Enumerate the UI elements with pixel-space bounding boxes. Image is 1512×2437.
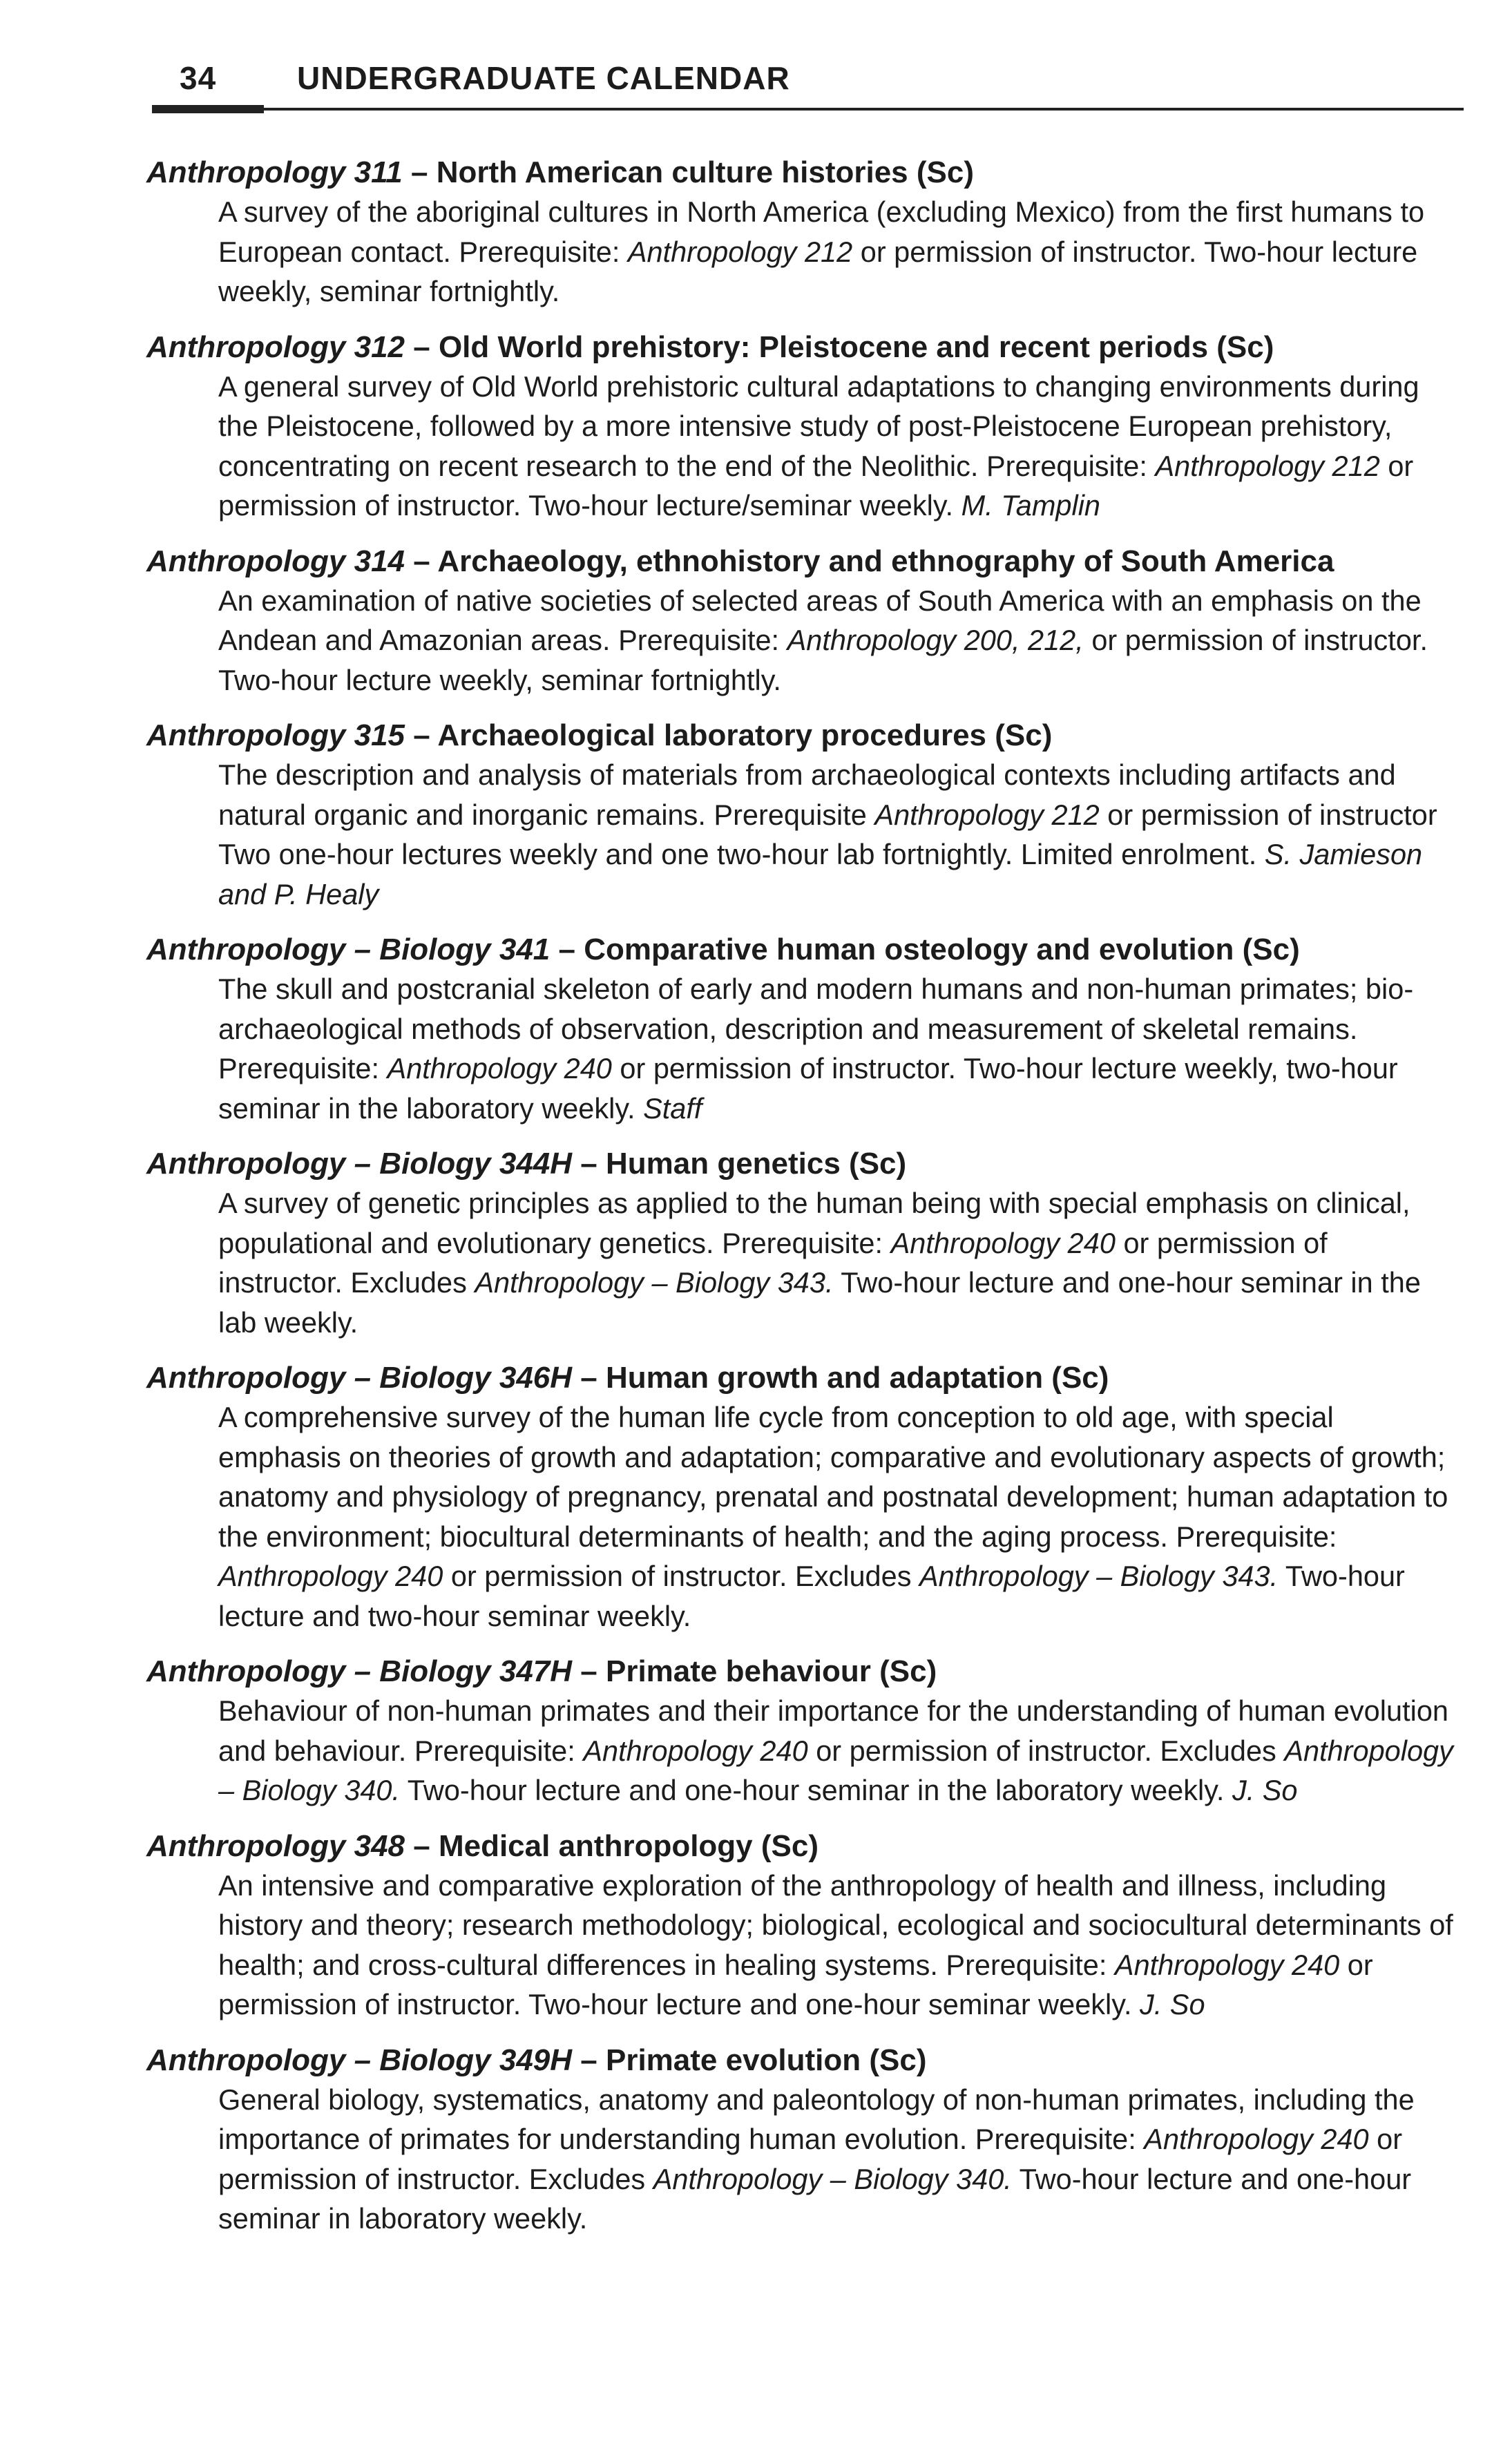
course-entry <box>146 1359 1459 1636</box>
italic-reference: Anthropology – Biology 343. <box>475 1266 834 1299</box>
course-description <box>218 1691 1459 1810</box>
course-entry <box>146 1827 1459 2025</box>
course-entry <box>146 930 1459 1128</box>
course-code: Anthropology – Biology 347H <box>146 1654 573 1688</box>
title-separator: – <box>572 2043 606 2077</box>
description-text: The skull and postcranial skeleton of early and modern humans and non-human primates; bio-archaeological methods of observation, description and measurement of skeletal remains. Prerequisite: <box>218 973 1414 1084</box>
course-title: Primate behaviour (Sc) <box>605 1654 937 1688</box>
description-text: or permission of instructor. Two-hour lecture and one-hour seminar weekly. <box>218 1948 1373 2020</box>
title-separator: – <box>572 1654 606 1688</box>
course-title: Human growth and adaptation (Sc) <box>605 1361 1109 1395</box>
italic-reference: Anthropology – Biology 340. <box>218 1734 1453 1806</box>
italic-reference: Anthropology 240 <box>387 1052 612 1084</box>
italic-reference: Anthropology 240 <box>583 1734 808 1767</box>
description-text: or permission of instructor. Two-hour lecture/seminar weekly. <box>218 449 1414 522</box>
description-text: or permission of instructor. Excludes <box>218 2123 1403 2195</box>
description-text: An examination of native societies of selected areas of South America with an emphasis on the Andean and Amazonian areas. Prerequisite: <box>218 584 1422 656</box>
running-head: UNDERGRADUATE CALENDAR <box>297 60 790 96</box>
course-description <box>218 581 1459 700</box>
course-heading <box>146 153 1459 192</box>
course-list <box>146 153 1459 2255</box>
italic-reference: M. Tamplin <box>961 489 1100 522</box>
course-entry <box>146 542 1459 700</box>
italic-reference: J. So <box>1232 1774 1298 1806</box>
title-separator: – <box>405 718 438 752</box>
course-title: Archaeology, ethnohistory and ethnography of South America <box>437 544 1334 578</box>
italic-reference: Anthropology 240 <box>218 1560 443 1592</box>
description-text: An intensive and comparative exploration of the anthropology of health and illness, including history and theory; research methodology; biological, ecological and sociocultural determinants of health; and cross-cultural differences in healing systems. Prerequisite: <box>218 1869 1453 1981</box>
course-heading <box>146 328 1459 367</box>
description-text: or permission of instructor. Excludes <box>443 1560 919 1592</box>
course-heading <box>146 1827 1459 1866</box>
course-code: Anthropology 315 <box>146 718 405 752</box>
italic-reference: J. So <box>1140 1988 1205 2020</box>
italic-reference: Anthropology 212 <box>874 798 1100 831</box>
description-text: The description and analysis of materials from archaeological contexts including artifacts and natural organic and inorganic remains. Prerequisite <box>218 758 1396 831</box>
course-heading <box>146 1359 1459 1397</box>
description-text: A survey of genetic principles as applied to the human being with special emphasis on clinical, populational and evolutionary genetics. Prerequisite: <box>218 1187 1410 1259</box>
header-rule <box>152 108 1464 111</box>
italic-reference: Anthropology 240 <box>1144 2123 1369 2155</box>
course-entry <box>146 1652 1459 1810</box>
course-description <box>218 755 1459 914</box>
description-text: Two-hour lecture and two-hour seminar weekly. <box>218 1560 1405 1632</box>
course-code: Anthropology – Biology 349H <box>146 2043 573 2077</box>
italic-reference: Anthropology 200, 212, <box>787 624 1084 656</box>
course-heading <box>146 1145 1459 1183</box>
title-separator: – <box>405 329 439 364</box>
course-code: Anthropology – Biology 346H <box>146 1361 573 1395</box>
course-entry <box>146 2041 1459 2239</box>
course-description <box>218 367 1459 526</box>
course-title: Old World prehistory: Pleistocene and recent periods (Sc) <box>438 329 1274 364</box>
description-text: Two-hour lecture and one-hour seminar in the lab weekly. <box>218 1266 1421 1339</box>
italic-reference: Staff <box>643 1091 702 1125</box>
course-code: Anthropology – Biology 341 <box>146 933 551 966</box>
course-description <box>218 969 1459 1128</box>
course-entry <box>146 153 1459 312</box>
course-code: Anthropology 314 <box>146 544 405 578</box>
page-number: 34 <box>180 60 217 96</box>
title-separator: – <box>572 1147 606 1181</box>
course-code: Anthropology 311 <box>146 155 403 189</box>
course-entry <box>146 1145 1459 1342</box>
course-heading <box>146 2041 1459 2080</box>
title-separator: – <box>402 155 437 189</box>
italic-reference: Anthropology 212 <box>1155 449 1380 482</box>
course-description <box>218 1866 1459 2025</box>
description-text: Behaviour of non-human primates and their importance for the understanding of human evolution and behaviour. Prerequisite: <box>218 1694 1448 1767</box>
course-description <box>218 1183 1459 1342</box>
course-title: Archaeological laboratory procedures (Sc) <box>437 718 1053 752</box>
description-text: A survey of the aboriginal cultures in North America (excluding Mexico) from the first humans to European contact. Prerequisite: <box>218 195 1425 268</box>
description-text: or permission of instructor. Two-hour lecture weekly, two-hour seminar in the laboratory weekly. <box>218 1052 1398 1125</box>
italic-reference: Anthropology – Biology 340. <box>653 2162 1012 2195</box>
description-text: or permission of instructor. Excludes <box>218 1226 1328 1299</box>
course-entry <box>146 716 1459 914</box>
course-title: Human genetics (Sc) <box>605 1147 907 1181</box>
description-text: A comprehensive survey of the human life cycle from conception to old age, with special emphasis on theories of growth and adaptation; comparative and evolutionary aspects of growth; anatomy and physiology of pregnancy, prenatal and postnatal development; human adaptation to the environment; biocultural determinants of health; and the aging process. Prerequisite: <box>218 1401 1448 1553</box>
title-separator: – <box>572 1361 606 1395</box>
course-entry <box>146 328 1459 526</box>
description-text: or permission of instructor. Two-hour lecture weekly, seminar fortnightly. <box>218 624 1428 696</box>
title-separator: – <box>550 933 584 966</box>
title-separator: – <box>405 544 438 578</box>
description-text: Two-hour lecture and one-hour seminar in the laboratory weekly. <box>400 1774 1232 1806</box>
course-heading <box>146 930 1459 969</box>
italic-reference: S. Jamieson and P. Healy <box>218 838 1423 910</box>
italic-reference: Anthropology 212 <box>627 235 853 268</box>
title-separator: – <box>405 1828 439 1863</box>
description-text: or permission of instructor. Excludes <box>807 1734 1285 1767</box>
description-text: or permission of instructor Two one-hour lectures weekly and one two-hour lab fortnightly. Limited enrolment. <box>218 798 1437 870</box>
course-heading <box>146 1652 1459 1691</box>
header-tab <box>152 105 264 113</box>
course-title: North American culture histories (Sc) <box>436 155 975 189</box>
description-text: A general survey of Old World prehistoric cultural adaptations to changing environments during the Pleistocene, followed by a more intensive study of post-Pleistocene European prehistory, concentrating on recent research to the end of the Neolithic. Prerequisite: <box>218 370 1419 482</box>
italic-reference: Anthropology 240 <box>1114 1948 1340 1981</box>
course-title: Comparative human osteology and evolution (Sc) <box>584 933 1300 966</box>
course-description <box>218 2080 1459 2239</box>
course-heading <box>146 542 1459 581</box>
course-heading <box>146 716 1459 755</box>
course-title: Primate evolution (Sc) <box>605 2043 927 2077</box>
course-code: Anthropology 348 <box>146 1828 405 1863</box>
course-description <box>218 1397 1459 1636</box>
course-code: Anthropology – Biology 344H <box>146 1147 573 1181</box>
description-text: General biology, systematics, anatomy and paleontology of non-human primates, including the importance of primates for understanding human evolution. Prerequisite: <box>218 2083 1415 2155</box>
course-code: Anthropology 312 <box>146 329 405 364</box>
italic-reference: Anthropology 240 <box>890 1226 1116 1259</box>
course-title: Medical anthropology (Sc) <box>438 1828 819 1863</box>
course-description <box>218 192 1459 312</box>
description-text: Two-hour lecture and one-hour seminar in laboratory weekly. <box>218 2162 1412 2235</box>
italic-reference: Anthropology – Biology 343. <box>919 1560 1279 1592</box>
page-header <box>152 55 1464 117</box>
description-text: or permission of instructor. Two-hour lecture weekly, seminar fortnightly. <box>218 235 1418 307</box>
